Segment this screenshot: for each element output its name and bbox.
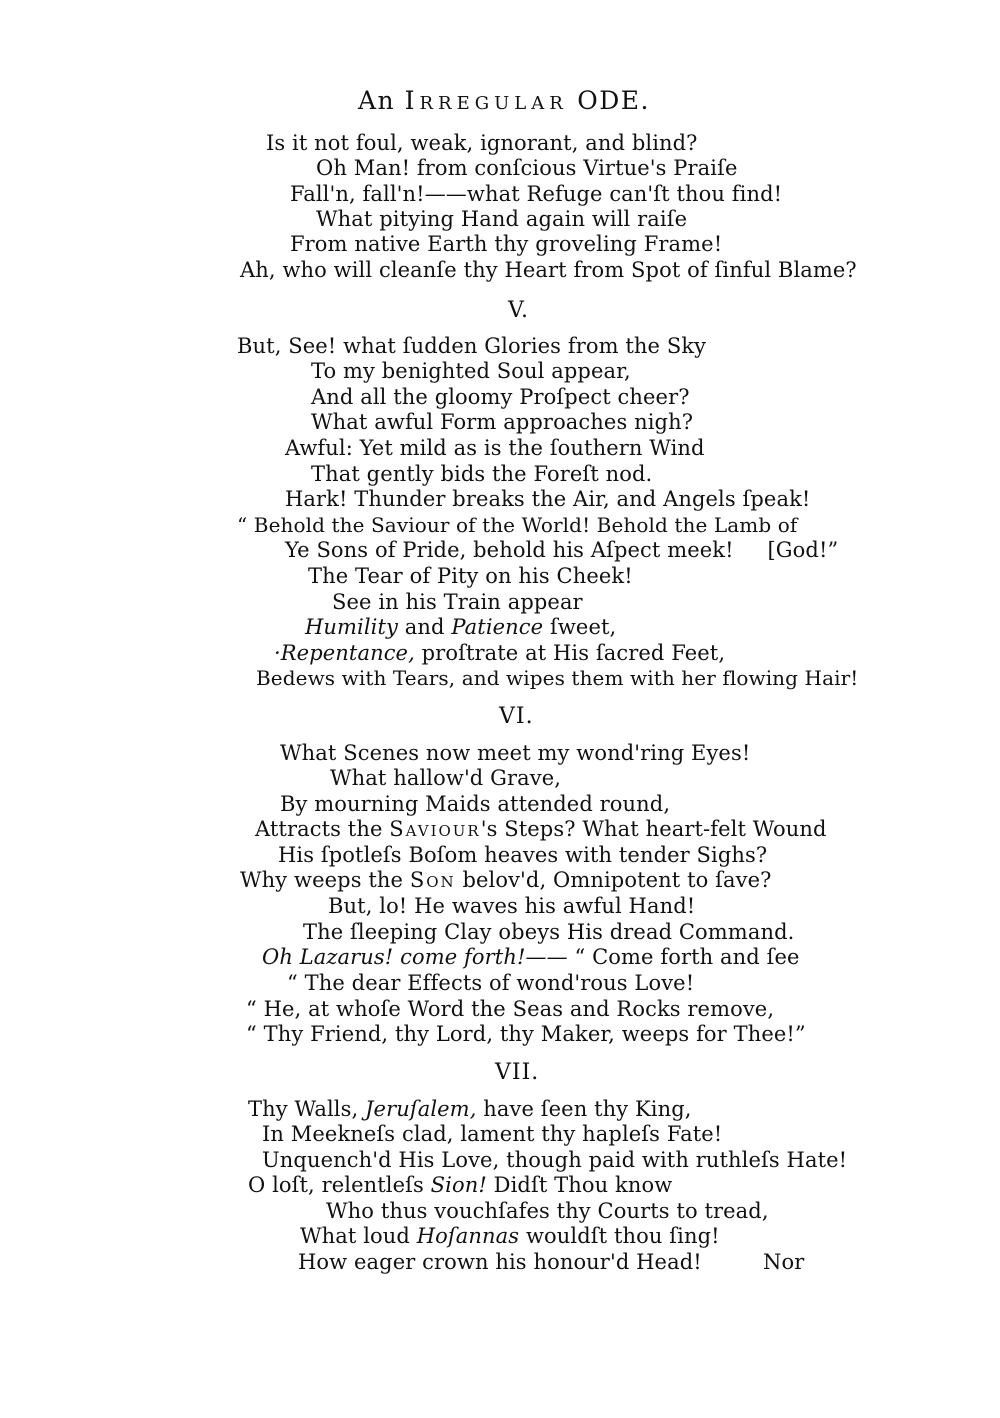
- verse-line: “ He, at whoſe Word the Seas and Rocks remove,: [246, 997, 775, 1021]
- verse-line: Awful: Yet mild as is the ſouthern Wind: [285, 436, 705, 460]
- verse-line: Oh Man! from conſcious Virtue's Praiſe: [316, 156, 738, 180]
- weeps-post: belov'd, Omnipotent to ſave?: [462, 868, 772, 892]
- weeps-pre: Why weeps the: [240, 868, 404, 892]
- verse-line: Hark! Thunder breaks the Air, and Angels ſpeak!: [285, 487, 811, 511]
- italic-patience: Patience: [451, 615, 544, 639]
- word-son: Son: [409, 868, 456, 892]
- verse-line: What pitying Hand again will raiſe: [316, 207, 688, 231]
- verse-line-repentance: [274, 640, 725, 666]
- verse-line: “ Behold the Saviour of the World! Behold the Lamb of: [237, 513, 798, 537]
- lost-pre: O loſt, relentleſs: [248, 1173, 424, 1197]
- repentance-rest: proſtrate at His ſacred Feet,: [421, 641, 726, 665]
- verse-line-loud: [300, 1223, 720, 1249]
- stanza-numeral-vi: VI.: [499, 704, 534, 729]
- lazarus-rest: “ Come forth and ſee: [574, 945, 800, 969]
- attracts-pre: Attracts the: [255, 817, 383, 841]
- stanza-numeral-vii: VII.: [495, 1060, 540, 1085]
- verse-line-walls: [248, 1096, 692, 1122]
- header-an: An: [358, 86, 396, 115]
- italic-jerusalem: Jeruſalem,: [365, 1097, 477, 1121]
- attracts-post: 's Steps? What heart-felt Wound: [480, 817, 827, 841]
- word-sweet: ſweet,: [549, 615, 617, 639]
- verse-line: How eager crown his honour'd Head!: [298, 1250, 702, 1274]
- walls-pre: Thy Walls,: [248, 1097, 359, 1121]
- loud-pre: What loud: [300, 1224, 410, 1248]
- verse-line: And all the gloomy Proſpect cheer?: [311, 385, 690, 409]
- header-irregular: Irregular: [404, 86, 568, 115]
- verse-line: “ The dear Effects of wond'rous Love!: [287, 971, 695, 995]
- verse-line: Is it not foul, weak, ignorant, and blind?: [266, 131, 698, 155]
- verse-line: “ Thy Friend, thy Lord, thy Maker, weeps for Thee!”: [246, 1022, 806, 1046]
- verse-line: The ſleeping Clay obeys His dread Command.: [303, 920, 795, 944]
- verse-line: What awful Form approaches nigh?: [311, 410, 694, 434]
- verse-line-weeps: [240, 867, 771, 893]
- verse-line: Bedews with Tears, and wipes them with her flowing Hair!: [256, 666, 859, 690]
- italic-repentance: ·Repentance,: [274, 641, 415, 665]
- header-ode: ODE.: [577, 86, 650, 115]
- verse-line: But, lo! He waves his awful Hand!: [328, 894, 696, 918]
- verse-line: Ah, who will cleanſe thy Heart from Spot of ſinful Blame?: [240, 258, 857, 282]
- verse-line: Unquench'd His Love, though paid with ruthleſs Hate!: [262, 1148, 848, 1172]
- walls-post: have ſeen thy King,: [483, 1097, 692, 1121]
- verse-line: What Scenes now meet my wond'ring Eyes!: [280, 741, 751, 765]
- loud-post: wouldſt thou ſing!: [525, 1224, 720, 1248]
- word-and: and: [404, 615, 445, 639]
- italic-humility: Humility: [305, 615, 399, 639]
- running-header: [358, 88, 650, 114]
- verse-line: But, See! what ſudden Glories from the Sky: [237, 334, 707, 358]
- stanza-numeral-v: V.: [508, 298, 530, 323]
- verse-line: Who thus vouchſafes thy Courts to tread,: [326, 1199, 769, 1223]
- verse-line: His ſpotleſs Boſom heaves with tender Sighs?: [278, 843, 768, 867]
- verse-line: By mourning Maids attended round,: [280, 792, 671, 816]
- verse-line: That gently bids the Foreſt nod.: [311, 462, 653, 486]
- lost-post: Didſt Thou know: [493, 1173, 673, 1197]
- verse-line-attracts: [255, 816, 827, 842]
- verse-line: From native Earth thy groveling Frame!: [290, 232, 723, 256]
- verse-line-humility: [305, 614, 616, 640]
- verse-line: Fall'n, fall'n!——what Refuge can'ſt thou find!: [290, 182, 783, 206]
- verse-line-lazarus: [262, 944, 800, 970]
- verse-line: Ye Sons of Pride, behold his Aſpect meek! [God!”: [285, 538, 839, 562]
- italic-lazarus: Oh Lazarus! come forth!——: [262, 945, 568, 969]
- verse-line: In Meekneſs clad, lament thy hapleſs Fate!: [262, 1122, 723, 1146]
- verse-line: What hallow'd Grave,: [330, 766, 562, 790]
- italic-hosannas: Hoſannas: [416, 1224, 520, 1248]
- verse-line-lost: [248, 1172, 672, 1198]
- italic-sion: Sion!: [430, 1173, 487, 1197]
- verse-line: The Tear of Pity on his Cheek!: [308, 564, 633, 588]
- word-saviour: Saviour: [389, 817, 481, 841]
- catchword: Nor: [763, 1250, 805, 1274]
- verse-line: See in his Train appear: [332, 590, 583, 614]
- verse-line: To my benighted Soul appear,: [311, 359, 631, 383]
